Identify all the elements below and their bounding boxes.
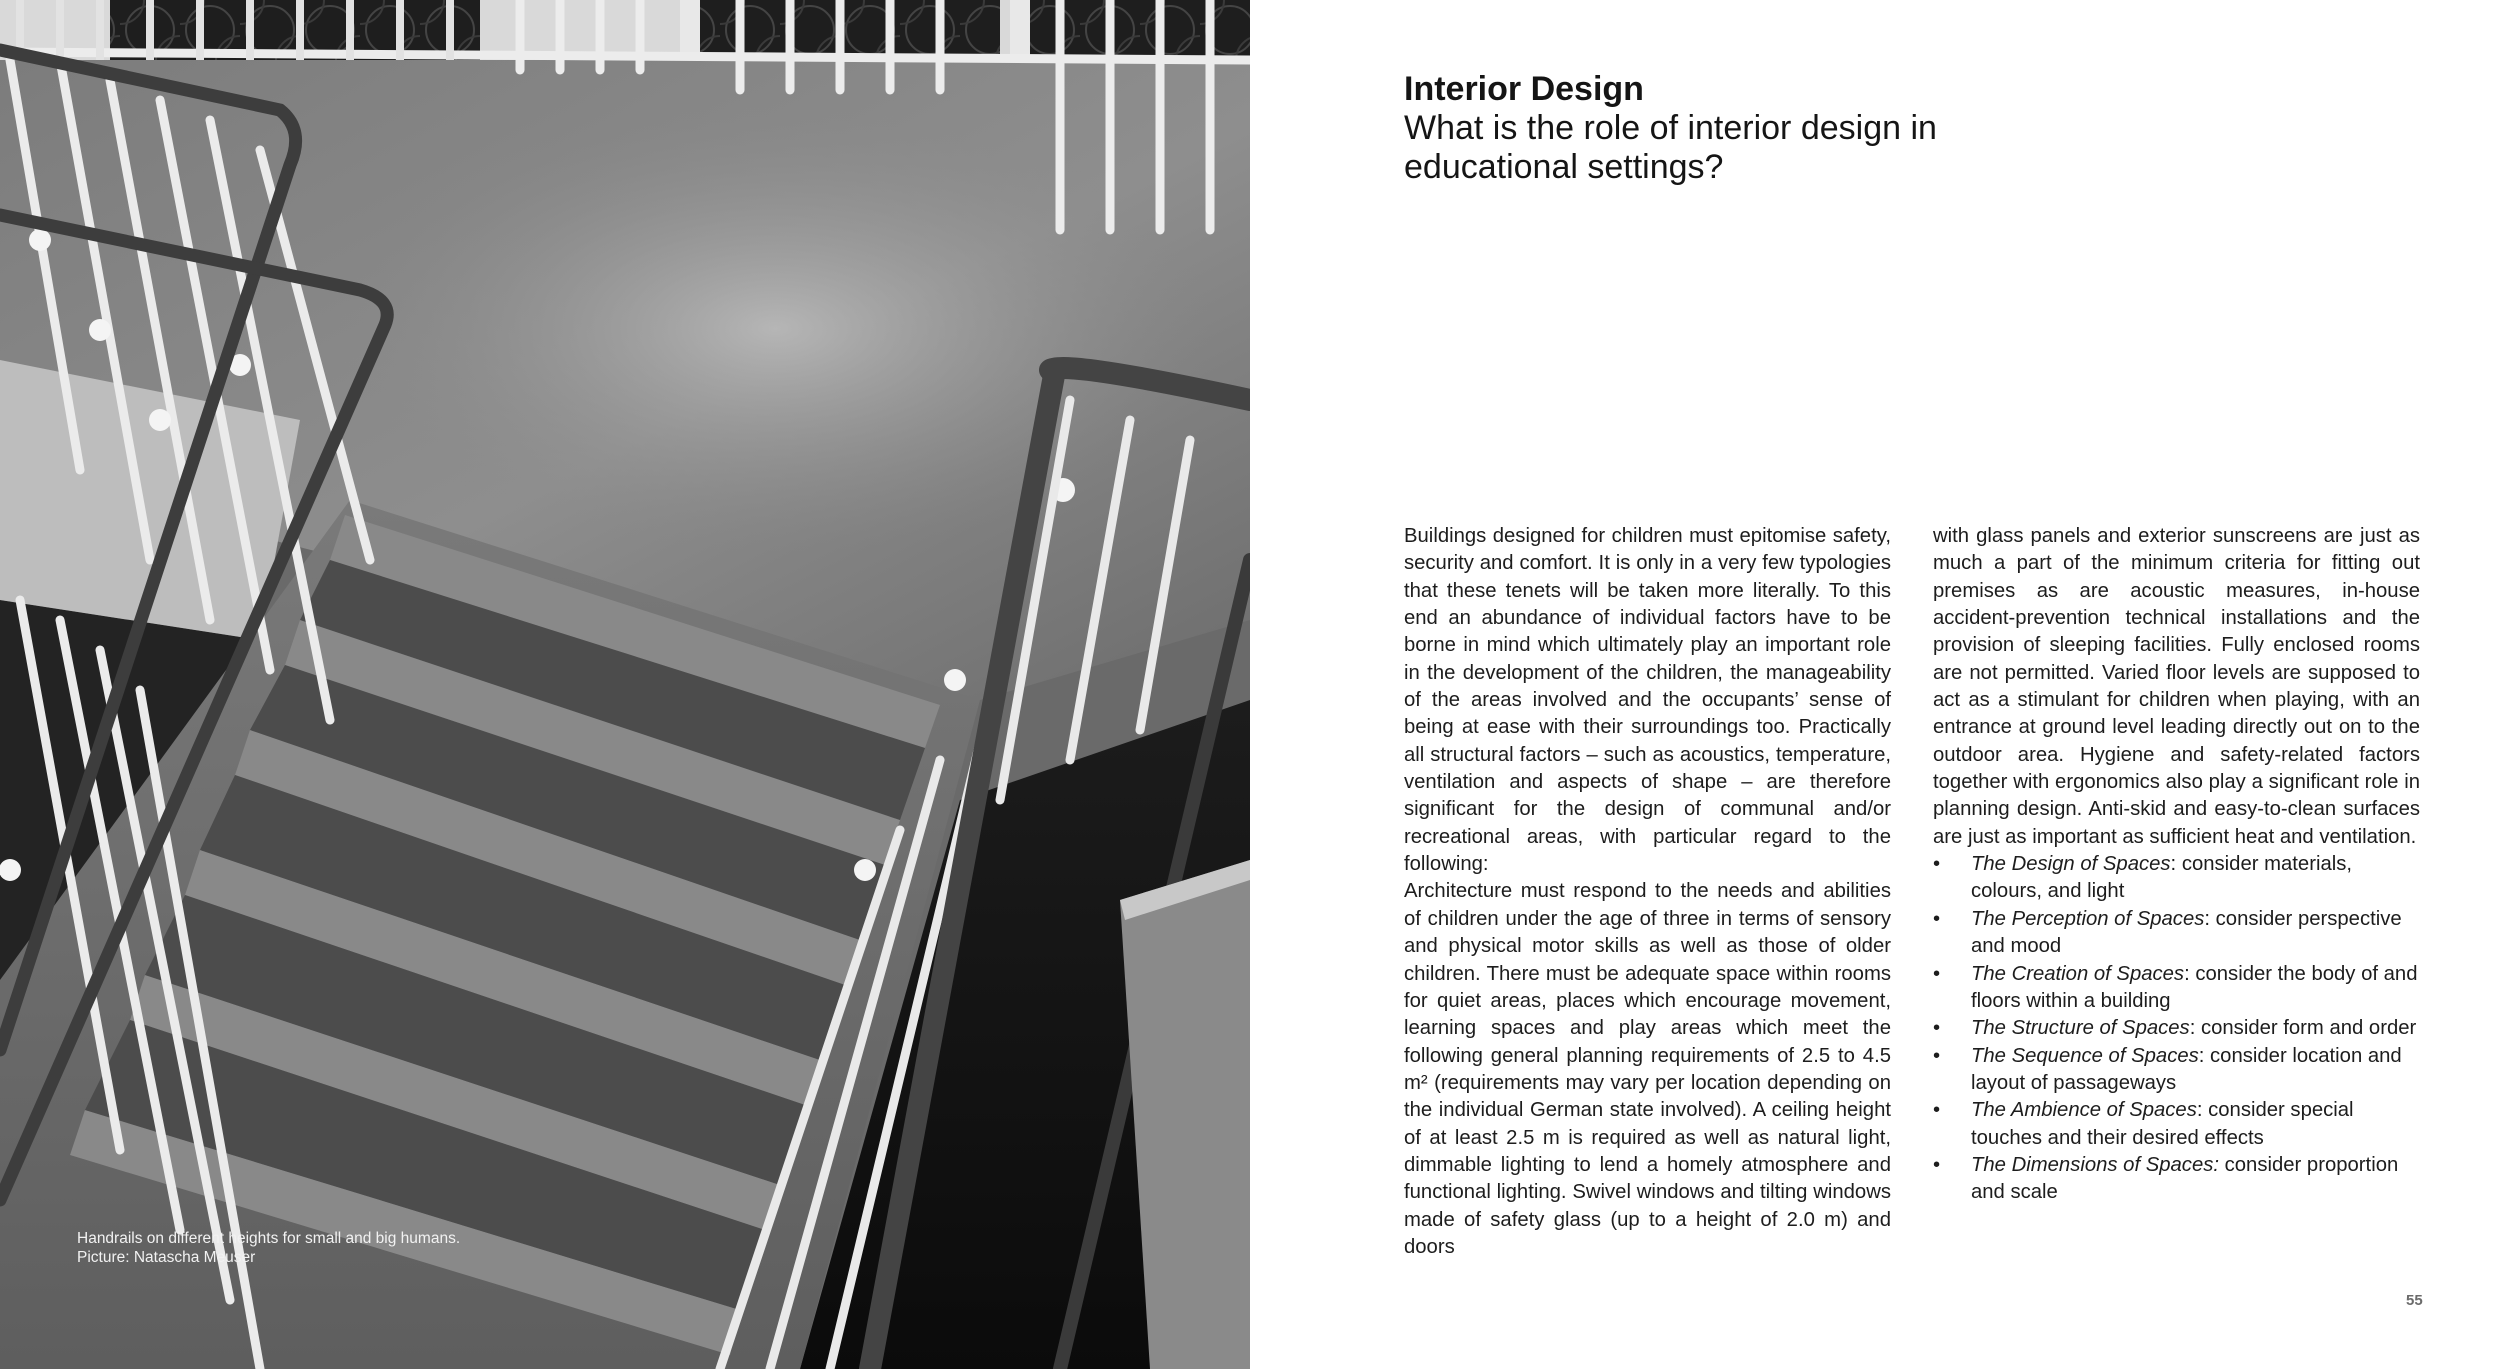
body-paragraph: Buildings designed for children must epitomise safety, security and comfort. It is only in a very few typologies that these tenets will be taken more literally. To this end an abundance of individual factors have to be borne in mind which ultimately play an important role in the development of the children, the manageability of the areas involved and the occupants’ sense of being at ease with their surroundings too. Practically all structural factors – such as acoustics, temperature, ventilation and aspects of shape – are therefore significant for the design of communal and/or recreational areas, with particular regard to the following: <box>1404 525 1891 876</box>
design-considerations-list <box>1933 851 2420 1206</box>
list-item-topic: The Creation of Spaces <box>1971 962 2185 985</box>
bullet-icon: • <box>1933 962 1941 985</box>
list-item-detail: : consider the body of and floors within a building <box>1971 962 2418 1012</box>
bullet-icon: • <box>1933 1099 1941 1122</box>
bullet-icon: • <box>1933 907 1941 930</box>
photo-caption <box>77 1229 460 1267</box>
list-item <box>1933 961 2420 1016</box>
list-item-topic: The Ambience of Spaces <box>1971 1099 2197 1122</box>
list-item-detail: : consider perspective and mood <box>1971 907 2402 958</box>
list-item-detail: : consider materials, colours, and light <box>1971 853 2353 903</box>
list-item-detail: : consider form and order <box>2189 1017 2417 1040</box>
list-item-topic: The Sequence of Spaces <box>1971 1044 2199 1067</box>
bullet-icon: • <box>1933 1044 1941 1067</box>
section-title: Interior Design <box>1404 70 1644 108</box>
list-item-topic: The Dimensions of Spaces: <box>1971 1153 2219 1176</box>
list-item-detail: : consider location and layout of passageways <box>1971 1044 2402 1094</box>
list-item-topic: The Structure of Spaces <box>1971 1017 2190 1040</box>
list-item-detail: : consider special touches and their desired effects <box>1971 1099 2354 1149</box>
list-item <box>1933 1152 2420 1207</box>
body-column-left <box>1404 523 1891 1261</box>
list-item-detail: consider proportion and scale <box>1971 1153 2399 1204</box>
page-number: 55 <box>2406 1292 2423 1309</box>
list-item-topic: The Design of Spaces <box>1971 853 2171 876</box>
photo-caption-credit: Picture: Natascha Meuser <box>77 1249 256 1266</box>
list-item-topic: The Perception of Spaces <box>1971 907 2205 930</box>
photo-caption-description: Handrails on different heights for small and big humans. <box>77 1230 461 1247</box>
bullet-icon: • <box>1933 853 1941 876</box>
body-paragraph: with glass panels and exterior sunscreens are just as much a part of the minimum criteria for fitting out premises as are acoustic measures, in-house accident-prevention technical installations and the provision of sleeping facilities. Fully enclosed rooms are not permitted. Varied floor levels are supposed to act as a stimulant for children when playing, with an entrance at ground level leading directly out on to the outdoor area. Hygiene and safety-related factors together with ergonomics also play a significant role in planning design. Anti-skid and easy-to-clean surfaces are just as important as sufficient heat and ventilation. <box>1933 525 2420 848</box>
bullet-icon: • <box>1933 1017 1941 1040</box>
list-item <box>1933 1043 2420 1098</box>
section-heading <box>1404 70 2104 187</box>
bullet-icon: • <box>1933 1153 1941 1176</box>
list-item <box>1933 851 2420 906</box>
body-paragraph: Architecture must respond to the needs and abilities of children under the age of three in terms of sensory and physical motor skills as well as those of older children. There must be adequate space within rooms for quiet areas, places which encourage movement, learning spaces and play areas which meet the following general planning requirements of 2.5 to 4.5 m² (requirements may vary per location depending on the individual German state involved). A ceiling height of at least 2.5 m is required as well as natural light, dimmable lighting to lend a homely atmosphere and functional lighting. Swivel windows and tilting windows made of safety glass (up to a height of 2.0 m) and doors <box>1404 880 1891 1258</box>
body-column-right <box>1933 523 2420 1207</box>
list-item <box>1933 1097 2420 1152</box>
list-item <box>1933 906 2420 961</box>
list-item <box>1933 1015 2420 1042</box>
section-question: What is the role of interior design in educational settings? <box>1404 109 1937 186</box>
